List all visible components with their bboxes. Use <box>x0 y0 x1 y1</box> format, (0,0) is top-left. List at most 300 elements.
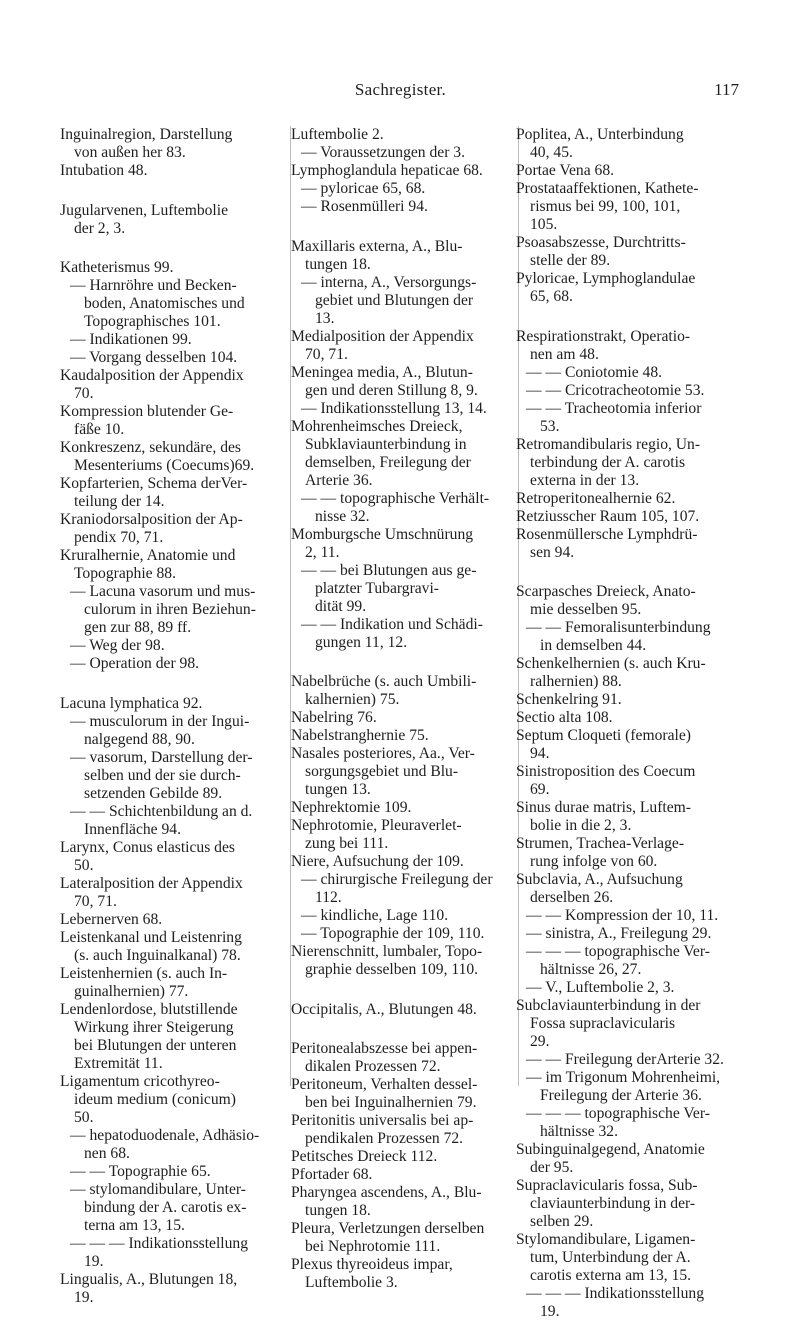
index-entry-line: — — — Indikationsstellung <box>526 1285 705 1302</box>
index-entry <box>516 364 744 382</box>
index-entry-line: Kopfarterien, Schema derVer- <box>60 475 248 492</box>
index-entry-line: — Harnröhre und Becken- <box>70 277 237 294</box>
index-entry-continuation: 50. <box>74 1108 94 1126</box>
index-entry <box>291 562 516 616</box>
index-group <box>291 126 516 216</box>
index-entry-line: Medialposition der Appendix <box>291 327 474 345</box>
index-entry-continuation: Extremität 11. <box>74 1054 163 1072</box>
index-entry-line: — — Coniotomie 48. <box>526 363 663 381</box>
index-entry <box>291 1256 516 1292</box>
index-entry-continuation: selben und der sie durch- <box>84 766 241 784</box>
index-column-1 <box>60 126 284 1306</box>
index-entry-line: — — Tracheotomia inferior <box>526 399 702 417</box>
index-column-2 <box>290 126 516 1291</box>
index-entry <box>60 367 284 403</box>
index-group <box>291 1001 516 1019</box>
index-entry-line: — pyloricae 65, 68. <box>301 180 426 197</box>
index-entry <box>516 763 744 799</box>
index-entry-continuation: bolie in die 2, 3. <box>530 817 632 834</box>
index-entry <box>60 403 284 439</box>
index-entry-continuation: Arterie 36. <box>305 471 373 489</box>
index-group <box>291 238 516 652</box>
index-group <box>60 695 284 1307</box>
index-entry-line: Jugularvenen, Luftembolie <box>60 201 229 219</box>
index-entry-line: Scarpasches Dreieck, Anato- <box>516 583 696 600</box>
index-entry-continuation: derselben 26. <box>530 889 614 906</box>
index-entry <box>516 709 744 727</box>
index-entry-continuation: fäße 10. <box>74 421 125 438</box>
index-entry-line: — — — Indikationsstellung <box>70 1234 249 1252</box>
index-entry <box>516 943 744 979</box>
index-entry <box>516 799 744 835</box>
index-entry-line: — im Trigonum Mohrenheimi, <box>526 1069 721 1086</box>
index-group <box>516 126 744 306</box>
index-entry-line: Peritonealabszesse bei appen- <box>291 1040 478 1057</box>
index-entry-continuation: rung infolge von 60. <box>530 853 658 870</box>
index-entry <box>291 673 516 709</box>
index-entry <box>60 803 284 839</box>
index-entry-line: Peritoneum, Verhalten dessel- <box>291 1076 478 1093</box>
index-entry-continuation: externa in der 13. <box>530 471 640 489</box>
index-entry-continuation: nisse 32. <box>315 507 370 525</box>
index-entry-continuation: nalgegend 88, 90. <box>84 730 195 748</box>
index-entry-line: — — Indikation und Schädi- <box>301 615 483 633</box>
index-entry-line: Pleura, Verletzungen derselben <box>291 1220 485 1237</box>
index-group <box>60 259 284 673</box>
index-entry <box>516 655 744 691</box>
index-group <box>291 1040 516 1292</box>
index-entry-continuation: selben 29. <box>530 1213 594 1230</box>
index-entry-line: — — Kompression der 10, 11. <box>526 907 719 924</box>
index-entry-continuation: 105. <box>530 216 558 233</box>
index-entry-line: Portae Vena 68. <box>516 162 615 179</box>
index-entry-continuation: demselben, Freilegung der <box>305 453 471 471</box>
index-entry-line: Nephrotomie, Pleuraverlet- <box>291 817 462 834</box>
index-entry-continuation: Mesenteriums (Coecums)69. <box>74 457 255 474</box>
index-entry <box>291 126 516 144</box>
index-entry-continuation: 65, 68. <box>530 288 573 305</box>
index-entry <box>516 1285 744 1321</box>
index-entry-continuation: bei Blutungen der unteren <box>74 1036 237 1054</box>
index-entry <box>516 234 744 270</box>
index-group <box>291 673 516 979</box>
index-entry <box>60 162 284 180</box>
index-entry-line: Mohrenheimsches Dreieck, <box>291 417 463 435</box>
index-entry-line: — Rosenmülleri 94. <box>301 198 428 215</box>
index-entry <box>60 911 284 929</box>
index-entry-line: Schenkelring 91. <box>516 691 622 708</box>
index-entry-line: — Weg der 98. <box>70 637 165 654</box>
index-entry-continuation: Topographisches 101. <box>84 313 221 330</box>
index-entry-line: Subinguinalgegend, Anatomie <box>516 1141 705 1158</box>
index-entry <box>291 1220 516 1256</box>
index-entry-continuation: tungen 18. <box>305 255 371 273</box>
index-entry-line: — vasorum, Darstellung der- <box>70 748 253 766</box>
index-entry-continuation: graphie desselben 109, 110. <box>305 961 479 978</box>
index-entry-line: Inguinalregion, Darstellung <box>60 126 233 143</box>
index-entry <box>60 1271 284 1307</box>
index-entry-line: Konkreszenz, sekundäre, des <box>60 439 241 456</box>
index-entry <box>60 965 284 1001</box>
index-entry <box>291 1040 516 1076</box>
index-entry-continuation: 29. <box>530 1033 550 1050</box>
index-entry-line: Larynx, Conus elasticus des <box>60 838 235 856</box>
index-entry-continuation: pendikalen Prozessen 72. <box>305 1130 464 1147</box>
index-group <box>516 328 744 562</box>
index-entry <box>60 1001 284 1073</box>
index-entry-line: Lebernerven 68. <box>60 910 163 928</box>
index-entry-continuation: gen zur 88, 89 ff. <box>84 619 192 636</box>
index-entry <box>516 1051 744 1069</box>
index-entry-continuation: mie desselben 95. <box>530 601 642 618</box>
index-entry <box>60 875 284 911</box>
index-entry-line: Niere, Aufsuchung der 109. <box>291 853 464 870</box>
index-entry <box>60 126 284 162</box>
index-entry <box>60 1235 284 1271</box>
index-entry <box>60 547 284 583</box>
index-entry-line: Sinistroposition des Coecum <box>516 763 696 780</box>
index-entry-line: Nabelbrüche (s. auch Umbili- <box>291 673 477 690</box>
index-entry-line: Supraclavicularis fossa, Sub- <box>516 1177 698 1194</box>
index-entry-line: Psoasabszesse, Durchtritts- <box>516 234 686 251</box>
index-entry <box>516 1141 744 1177</box>
index-entry-line: Subclaviaunterbindung in der <box>516 997 701 1014</box>
index-entry-continuation: 19. <box>74 1288 94 1306</box>
index-entry-continuation: 69. <box>530 781 550 798</box>
index-entry <box>291 871 516 907</box>
index-entry-continuation: 70. <box>74 385 94 402</box>
index-entry <box>60 1181 284 1235</box>
index-entry-line: Poplitea, A., Unterbindung <box>516 126 684 143</box>
index-entry <box>291 400 516 418</box>
index-entry-line: Luftembolie 2. <box>291 126 384 143</box>
index-entry-line: — — topographische Verhält- <box>301 489 490 507</box>
index-entry-line: Meningea media, A., Blutun- <box>291 363 473 381</box>
index-entry-continuation: tungen 18. <box>305 1202 371 1219</box>
index-entry-line: Respirationstrakt, Operatio- <box>516 327 691 345</box>
index-entry-line: — Topographie der 109, 110. <box>301 925 485 942</box>
index-entry-continuation: bei Nephrotomie 111. <box>305 1238 441 1255</box>
index-entry <box>60 929 284 965</box>
index-entry-line: Septum Cloqueti (femorale) <box>516 727 691 744</box>
index-entry <box>516 490 744 508</box>
index-entry <box>516 583 744 619</box>
index-entry-line: Sectio alta 108. <box>516 709 613 726</box>
index-entry-line: Leistenkanal und Leistenring <box>60 928 242 946</box>
index-entry-line: — musculorum in der Ingui- <box>70 712 250 730</box>
index-entry-line: Lacuna lymphatica 92. <box>60 694 203 712</box>
index-entry-line: Lymphoglandula hepaticae 68. <box>291 162 483 179</box>
index-entry-continuation: claviaunterbindung in der- <box>530 1195 696 1212</box>
index-entry-continuation: tum, Unterbindung der A. <box>530 1249 691 1266</box>
index-entry-line: Kompression blutender Ge- <box>60 403 234 420</box>
index-entry-continuation: boden, Anatomisches und <box>84 295 245 312</box>
index-entry-line: Lendenlordose, blutstillende <box>60 1000 238 1018</box>
index-entry-continuation: in demselben 44. <box>540 637 647 654</box>
index-entry <box>291 817 516 853</box>
index-entry-line: Occipitalis, A., Blutungen 48. <box>291 1000 477 1018</box>
index-entry-line: — chirurgische Freilegung der <box>301 871 493 888</box>
index-entry <box>291 799 516 817</box>
index-entry-line: — Vorgang desselben 104. <box>70 349 238 366</box>
index-entry <box>291 925 516 943</box>
index-entry-line: Pfortader 68. <box>291 1166 373 1183</box>
index-entry <box>291 943 516 979</box>
index-entry-line: Nabelring 76. <box>291 709 377 726</box>
index-entry <box>291 616 516 652</box>
index-entry-continuation: 40, 45. <box>530 144 573 161</box>
index-entry <box>60 655 284 673</box>
index-entry-line: Schenkelhernien (s. auch Kru- <box>516 655 706 672</box>
index-group <box>60 126 284 180</box>
index-entry <box>516 270 744 306</box>
index-entry-continuation: nen 68. <box>84 1144 130 1162</box>
index-entry-line: Kraniodorsalposition der Ap- <box>60 511 243 528</box>
index-entry-continuation: Topographie 88. <box>74 565 176 582</box>
index-entry <box>516 400 744 436</box>
index-entry-continuation: hältnisse 32. <box>540 1123 618 1140</box>
index-entry <box>516 1177 744 1231</box>
index-entry <box>516 979 744 997</box>
index-entry-line: — — bei Blutungen aus ge- <box>301 561 477 579</box>
index-entry <box>291 526 516 562</box>
index-entry <box>516 691 744 709</box>
index-entry-line: Intubation 48. <box>60 162 148 179</box>
index-entry-continuation: 2, 11. <box>305 543 340 561</box>
index-entry-continuation: 94. <box>530 745 550 762</box>
index-entry-line: — — — topographische Ver- <box>526 943 710 960</box>
index-entry <box>516 328 744 364</box>
index-entry-line: — — Freilegung derArterie 32. <box>526 1051 724 1068</box>
index-entry <box>60 839 284 875</box>
index-entry-continuation: Fossa supraclavicularis <box>530 1015 676 1032</box>
index-entry-line: Maxillaris externa, A., Blu- <box>291 237 463 255</box>
index-entry <box>60 749 284 803</box>
index-entry <box>516 180 744 234</box>
index-entry <box>291 1076 516 1112</box>
index-entry <box>291 709 516 727</box>
index-entry-line: Retroperitonealhernie 62. <box>516 489 676 507</box>
index-entry-line: Retziusscher Raum 105, 107. <box>516 507 700 525</box>
index-entry-line: Peritonitis universalis bei ap- <box>291 1112 474 1129</box>
index-entry <box>516 925 744 943</box>
index-entry-line: Lateralposition der Appendix <box>60 874 243 892</box>
running-title: Sachregister. <box>354 80 447 99</box>
index-entry <box>60 637 284 655</box>
index-entry-line: Subclavia, A., Aufsuchung <box>516 871 683 888</box>
index-entry <box>291 328 516 364</box>
index-column-3 <box>516 126 744 1320</box>
index-entry <box>60 1127 284 1163</box>
index-entry-line: Ligamentum cricothyreo- <box>60 1072 220 1090</box>
index-entry <box>291 364 516 400</box>
index-entry-continuation: dität 99. <box>315 597 367 615</box>
index-entry-continuation: von außen her 83. <box>74 144 186 161</box>
index-entry-continuation: kalhernien) 75. <box>305 691 400 708</box>
index-entry <box>60 713 284 749</box>
index-entry <box>60 695 284 713</box>
index-entry <box>516 436 744 490</box>
index-entry <box>60 202 284 238</box>
index-entry <box>516 126 744 162</box>
index-entry <box>516 526 744 562</box>
index-entry-continuation: zung bei 111. <box>305 835 389 852</box>
index-entry-continuation: gen und deren Stillung 8, 9. <box>305 381 478 399</box>
index-entry <box>291 418 516 490</box>
index-entry-line: Retromandibularis regio, Un- <box>516 435 701 453</box>
index-entry-continuation: 19. <box>84 1252 104 1270</box>
index-entry <box>60 1073 284 1127</box>
index-entry-line: — Indikationsstellung 13, 14. <box>301 399 487 417</box>
index-entry <box>291 1184 516 1220</box>
index-entry <box>60 331 284 349</box>
index-entry-line: — — — topographische Ver- <box>526 1105 710 1122</box>
index-entry-continuation: sen 94. <box>530 543 575 561</box>
index-entry-line: Stylomandibulare, Ligamen- <box>516 1231 696 1248</box>
index-entry <box>60 439 284 475</box>
index-entry-continuation: Innenfläche 94. <box>84 820 181 838</box>
index-entry-continuation: terna am 13, 15. <box>84 1216 185 1234</box>
index-entry-line: — stylomandibulare, Unter- <box>70 1180 246 1198</box>
index-entry-continuation: ideum medium (conicum) <box>74 1090 236 1108</box>
index-entry <box>516 871 744 907</box>
index-entry <box>291 1148 516 1166</box>
index-entry-continuation: Freilegung der Arterie 36. <box>540 1087 702 1104</box>
index-entry-continuation: gebiet und Blutungen der <box>315 291 474 309</box>
index-entry-line: Nierenschnitt, lumbaler, Topo- <box>291 943 483 960</box>
index-entry <box>291 1112 516 1148</box>
index-entry-continuation: teilung der 14. <box>74 493 165 510</box>
index-entry <box>516 997 744 1051</box>
index-entry-line: Plexus thyreoideus impar, <box>291 1256 453 1273</box>
index-entry-continuation: platzter Tubargravi- <box>315 579 440 597</box>
index-entry <box>516 727 744 763</box>
index-entry-continuation: Wirkung ihrer Steigerung <box>74 1018 234 1036</box>
index-entry-line: Nasales posteriores, Aa., Ver- <box>291 745 475 762</box>
index-entry <box>516 162 744 180</box>
index-entry <box>516 907 744 925</box>
index-entry-line: — hepatoduodenale, Adhäsio- <box>70 1126 260 1144</box>
index-entry-continuation: 112. <box>315 889 342 906</box>
index-entry-line: Lingualis, A., Blutungen 18, <box>60 1270 238 1288</box>
index-entry-continuation: bindung der A. carotis ex- <box>84 1198 247 1216</box>
index-entry <box>291 727 516 745</box>
index-entry-line: — — Schichtenbildung an d. <box>70 802 253 820</box>
index-entry <box>291 745 516 799</box>
index-entry-line: Kaudalposition der Appendix <box>60 367 244 384</box>
index-entry-continuation: 70, 71. <box>305 345 348 363</box>
index-entry <box>291 274 516 328</box>
index-group <box>60 202 284 238</box>
index-entry-continuation: sorgungsgebiet und Blu- <box>305 763 459 780</box>
index-entry-continuation: der 2, 3. <box>74 219 126 237</box>
index-entry-line: Petitsches Dreieck 112. <box>291 1148 438 1165</box>
index-entry <box>291 853 516 871</box>
index-entry-line: — sinistra, A., Freilegung 29. <box>526 925 712 942</box>
index-entry-continuation: 50. <box>74 856 94 874</box>
index-entry <box>60 583 284 637</box>
index-entry-line: Pharyngea ascendens, A., Blu- <box>291 1184 482 1201</box>
index-entry <box>291 180 516 198</box>
index-entry <box>516 1231 744 1285</box>
index-entry-continuation: Subklaviaunterbindung in <box>305 435 467 453</box>
index-entry-line: Nabelstranghernie 75. <box>291 727 429 744</box>
index-entry-line: Pyloricae, Lymphoglandulae <box>516 270 696 287</box>
index-entry-line: — Lacuna vasorum und mus- <box>70 583 256 600</box>
index-entry-line: Momburgsche Umschnürung <box>291 525 474 543</box>
index-group <box>516 583 744 1321</box>
index-entry <box>291 907 516 925</box>
index-entry <box>291 1001 516 1019</box>
index-entry <box>60 511 284 547</box>
index-entry <box>516 508 744 526</box>
index-entry-continuation: der 95. <box>530 1159 574 1176</box>
index-entry-continuation: 53. <box>540 417 560 435</box>
index-entry-line: Prostataaffektionen, Kathete- <box>516 180 699 197</box>
index-entry <box>60 475 284 511</box>
index-entry <box>60 349 284 367</box>
index-entry <box>291 1166 516 1184</box>
index-entry-continuation: terbindung der A. carotis <box>530 453 686 471</box>
index-entry-continuation: Luftembolie 3. <box>305 1274 398 1291</box>
index-entry <box>60 277 284 331</box>
index-entry-continuation: 70, 71. <box>74 892 117 910</box>
index-entry-continuation: rismus bei 99, 100, 101, <box>530 198 681 215</box>
index-entry-line: — Indikationen 99. <box>70 331 192 348</box>
index-entry-line: — Operation der 98. <box>70 655 200 672</box>
index-entry-continuation: setzenden Gebilde 89. <box>84 784 223 802</box>
index-entry-line: — Voraussetzungen der 3. <box>301 144 465 161</box>
index-entry-continuation: nen am 48. <box>530 345 599 363</box>
index-entry <box>516 382 744 400</box>
index-entry-line: — — Femoralisunterbindung <box>526 619 711 636</box>
index-entry-continuation: stelle der 89. <box>530 252 611 269</box>
index-entry <box>516 835 744 871</box>
index-entry-line: Kruralhernie, Anatomie und <box>60 547 236 564</box>
index-entry <box>60 1163 284 1181</box>
index-entry-line: — — Topographie 65. <box>70 1162 211 1180</box>
index-entry-continuation: culorum in ihren Beziehun- <box>84 601 256 618</box>
index-entry-line: Katheterismus 99. <box>60 259 174 276</box>
index-entry-line: Nephrektomie 109. <box>291 799 412 816</box>
index-entry-line: Leistenhernien (s. auch In- <box>60 964 228 982</box>
index-entry-continuation: tungen 13. <box>305 781 371 798</box>
index-entry-continuation: gungen 11, 12. <box>315 633 408 651</box>
index-entry <box>291 144 516 162</box>
index-entry-continuation: 19. <box>540 1303 560 1320</box>
index-entry-continuation: pendix 70, 71. <box>74 529 164 546</box>
index-entry-line: — interna, A., Versorgungs- <box>301 273 477 291</box>
index-entry-line: — kindliche, Lage 110. <box>301 907 449 924</box>
index-entry-continuation: 13. <box>315 309 335 327</box>
page-number: 117 <box>714 80 739 99</box>
index-entry-continuation: ben bei Inguinalhernien 79. <box>305 1094 477 1111</box>
index-entry <box>291 162 516 180</box>
index-entry-line: Sinus durae matris, Luftem- <box>516 799 691 816</box>
index-entry-continuation: hältnisse 26, 27. <box>540 961 642 978</box>
index-entry-line: — — Cricotracheotomie 53. <box>526 381 705 399</box>
index-entry <box>516 619 744 655</box>
index-entry-continuation: guinalhernien) 77. <box>74 982 189 1000</box>
index-entry <box>516 1069 744 1105</box>
index-entry-continuation: dikalen Prozessen 72. <box>305 1058 441 1075</box>
index-entry <box>291 198 516 216</box>
index-entry <box>291 238 516 274</box>
index-entry-line: Strumen, Trachea-Verlage- <box>516 835 685 852</box>
index-entry-line: Rosenmüllersche Lymphdrü- <box>516 525 698 543</box>
running-head <box>0 80 801 106</box>
index-entry <box>291 490 516 526</box>
